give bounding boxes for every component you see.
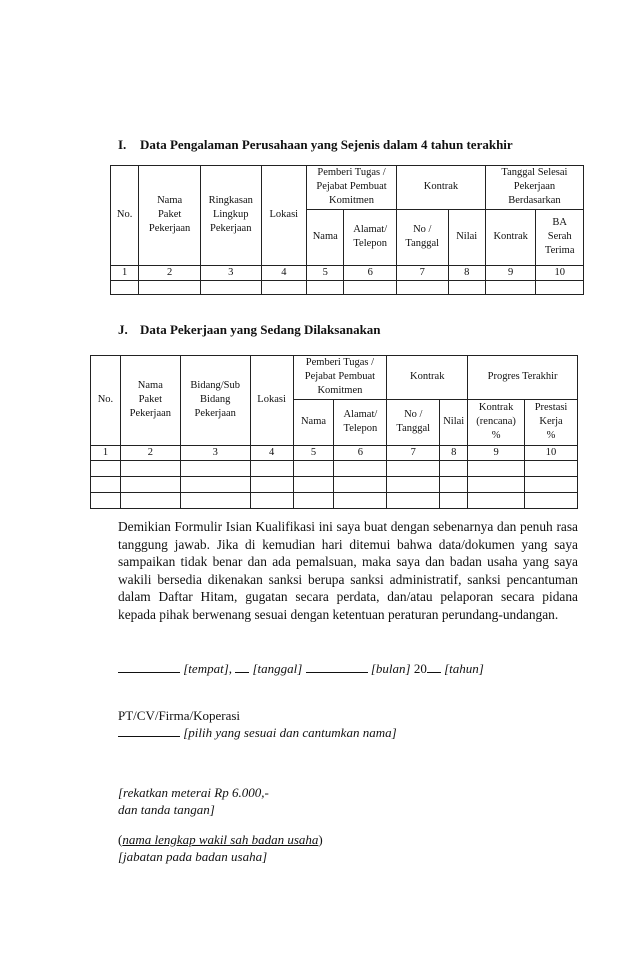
column-number: 9 (468, 445, 525, 460)
header-alamat: Alamat/ Telepon (334, 399, 387, 445)
header-nama-paket: Nama Paket Pekerjaan (120, 356, 180, 446)
column-number: 5 (293, 445, 334, 460)
column-number: 10 (525, 445, 578, 460)
table-row (111, 280, 584, 294)
column-number: 2 (139, 265, 201, 280)
table-cell[interactable] (139, 280, 201, 294)
table-cell[interactable] (91, 460, 121, 476)
table-cell[interactable] (120, 476, 180, 492)
header-tanggal-selesai: Tanggal Selesai Pekerjaan Berdasarkan (485, 166, 583, 210)
table-cell[interactable] (307, 280, 344, 294)
header-lokasi: Lokasi (261, 166, 306, 266)
company-name-blank[interactable] (118, 725, 180, 737)
table-cell[interactable] (293, 492, 334, 508)
table-cell[interactable] (334, 476, 387, 492)
company-name-line (118, 725, 397, 741)
tempat-placeholder: [tempat], (183, 661, 232, 676)
table-cell[interactable] (91, 492, 121, 508)
table-cell[interactable] (250, 476, 293, 492)
header-ba-serah-terima: BA Serah Terima (536, 209, 584, 265)
column-number: 9 (485, 265, 536, 280)
column-number-row (91, 445, 578, 460)
tahun-placeholder: [tahun] (444, 661, 484, 676)
header-pemberi-tugas: Pemberi Tugas / Pejabat Pembuat Komitmen (293, 356, 387, 400)
column-number: 10 (536, 265, 584, 280)
table-cell[interactable] (525, 476, 578, 492)
table-cell[interactable] (440, 476, 468, 492)
table-row (91, 476, 578, 492)
table-cell[interactable] (334, 460, 387, 476)
header-kontrak: Kontrak (387, 356, 468, 400)
section-j-heading (118, 322, 381, 338)
experience-table (110, 165, 584, 295)
table-cell[interactable] (468, 460, 525, 476)
column-number: 1 (91, 445, 121, 460)
signature-instruction: dan tanda tangan] (118, 802, 215, 817)
column-number: 2 (120, 445, 180, 460)
table-cell[interactable] (536, 280, 584, 294)
table-cell[interactable] (91, 476, 121, 492)
header-lokasi: Lokasi (250, 356, 293, 446)
header-ringkasan: Ringkasan Lingkup Pekerjaan (200, 166, 261, 266)
year-blank[interactable] (427, 661, 441, 673)
column-number: 6 (334, 445, 387, 460)
header-kontrak-sub: Kontrak (485, 209, 536, 265)
column-number: 3 (180, 445, 250, 460)
column-number: 4 (250, 445, 293, 460)
table-cell[interactable] (120, 460, 180, 476)
header-bidang: Bidang/Sub Bidang Pekerjaan (180, 356, 250, 446)
column-number: 6 (344, 265, 397, 280)
tanggal-placeholder: [tanggal] (252, 661, 303, 676)
table-cell[interactable] (293, 460, 334, 476)
table-cell[interactable] (387, 476, 440, 492)
date-blank[interactable] (235, 661, 249, 673)
table-cell[interactable] (261, 280, 306, 294)
column-number: 8 (448, 265, 485, 280)
company-hint: [pilih yang sesuai dan cantumkan nama] (183, 725, 397, 740)
signatory-name-line (118, 832, 323, 848)
signatory-name[interactable]: nama lengkap wakil sah badan usaha (122, 832, 319, 847)
declaration-paragraph: Demikian Formulir Isian Kualifikasi ini saya buat dengan sebenarnya dan penuh rasa tanggung jawab. Jika di kemudian hari ditemui bahwa data/dokumen yang saya sampaikan tidak benar dan ada pemalsuan, maka saya dan badan usaha yang saya wakili bersedia dikenakan sanksi berupa sanksi administratif, sanksi pencantuman dalam Daftar Hitam, gugatan secara perdata, dan/atau pelaporan secara pidana kepada pihak berwenang sesuai dengan ketentuan peraturan perundang-undangan. (118, 519, 578, 622)
section-j-title: Data Pekerjaan yang Sedang Dilaksanakan (140, 322, 381, 337)
company-type: PT/CV/Firma/Koperasi (118, 708, 241, 723)
section-i-title: Data Pengalaman Perusahaan yang Sejenis dalam 4 tahun terakhir (140, 137, 513, 152)
table-cell[interactable] (180, 460, 250, 476)
table-row (91, 460, 578, 476)
table-cell[interactable] (250, 492, 293, 508)
table-cell[interactable] (111, 280, 139, 294)
bulan-placeholder: [bulan] (370, 661, 411, 676)
month-blank[interactable] (306, 661, 368, 673)
signatory-position[interactable]: [jabatan pada badan usaha] (118, 849, 268, 864)
table-cell[interactable] (440, 460, 468, 476)
column-number: 3 (200, 265, 261, 280)
table-cell[interactable] (387, 492, 440, 508)
table-cell[interactable] (180, 492, 250, 508)
table-row (91, 492, 578, 508)
header-nama: Nama (307, 209, 344, 265)
table-cell[interactable] (468, 492, 525, 508)
header-nama: Nama (293, 399, 334, 445)
section-i-heading (118, 137, 513, 153)
place-blank[interactable] (118, 661, 180, 673)
header-no: No. (91, 356, 121, 446)
header-no: No. (111, 166, 139, 266)
header-nilai: Nilai (448, 209, 485, 265)
table-cell[interactable] (387, 460, 440, 476)
header-kontrak: Kontrak (396, 166, 485, 210)
table-cell[interactable] (250, 460, 293, 476)
header-nilai: Nilai (440, 399, 468, 445)
header-kontrak-rencana: Kontrak (rencana) % (468, 399, 525, 445)
year-prefix: 20 (413, 661, 427, 676)
table-cell[interactable] (293, 476, 334, 492)
header-no-tanggal: No / Tanggal (396, 209, 448, 265)
column-number-row (111, 265, 584, 280)
column-number: 7 (396, 265, 448, 280)
table-cell[interactable] (468, 476, 525, 492)
header-progres: Progres Terakhir (468, 356, 578, 400)
date-line (118, 661, 484, 677)
table-cell[interactable] (334, 492, 387, 508)
table-cell[interactable] (200, 280, 261, 294)
header-alamat: Alamat/ Telepon (344, 209, 397, 265)
header-prestasi-kerja: Prestasi Kerja % (525, 399, 578, 445)
open-paren: ( (118, 832, 123, 847)
header-no-tanggal: No / Tanggal (387, 399, 440, 445)
table-cell[interactable] (344, 280, 397, 294)
section-i-number: I. (118, 137, 127, 152)
column-number: 8 (440, 445, 468, 460)
header-nama-paket: Nama Paket Pekerjaan (139, 166, 201, 266)
table-cell[interactable] (396, 280, 448, 294)
column-number: 5 (307, 265, 344, 280)
meterai-instruction: [rekatkan meterai Rp 6.000,- (118, 785, 269, 800)
column-number: 1 (111, 265, 139, 280)
table-cell[interactable] (120, 492, 180, 508)
header-pemberi-tugas: Pemberi Tugas / Pejabat Pembuat Komitmen (307, 166, 397, 210)
column-number: 4 (261, 265, 306, 280)
column-number: 7 (387, 445, 440, 460)
section-j-number: J. (118, 322, 128, 337)
table-cell[interactable] (448, 280, 485, 294)
table-cell[interactable] (180, 476, 250, 492)
table-cell[interactable] (525, 492, 578, 508)
table-cell[interactable] (440, 492, 468, 508)
table-cell[interactable] (525, 460, 578, 476)
close-paren: ) (318, 832, 323, 847)
table-cell[interactable] (485, 280, 536, 294)
current-work-table (90, 355, 578, 509)
